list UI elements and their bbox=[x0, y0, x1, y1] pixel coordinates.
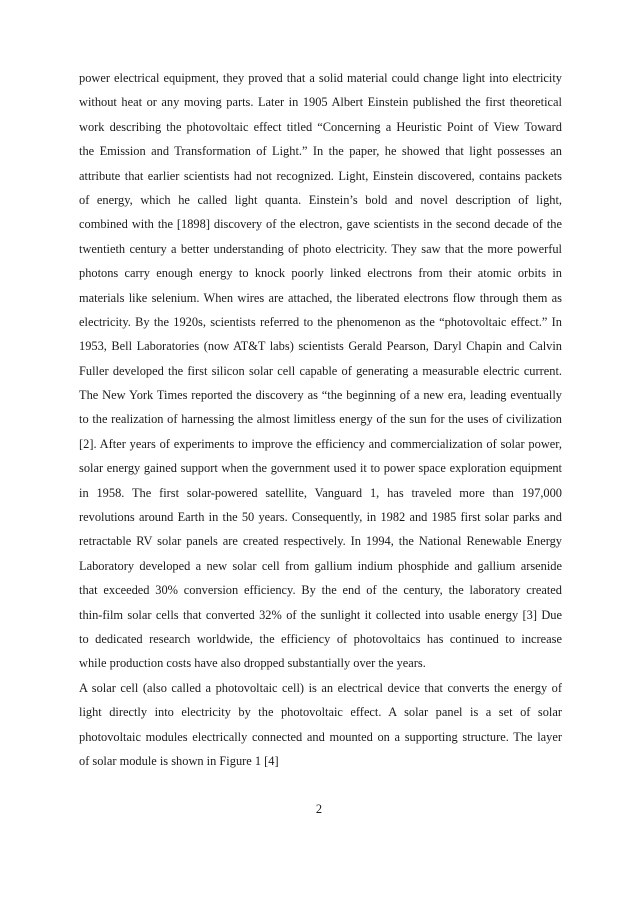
text-line: Laboratory developed a new solar cell from gallium indium phosphide and gallium arsenide bbox=[79, 558, 562, 573]
text-line: thin-film solar cells that converted 32% of the sunlight it collected into usable energy [3] Due bbox=[79, 607, 562, 622]
page-number: 2 bbox=[315, 802, 323, 816]
text-line: twentieth century a better understanding of photo electricity. They saw that the more powerful bbox=[79, 241, 562, 256]
text-line: while production costs have also dropped substantially over the years. bbox=[79, 656, 426, 671]
text-line: in 1958. The first solar-powered satellite, Vanguard 1, has traveled more than 197,000 bbox=[79, 485, 562, 500]
text-line: combined with the [1898] discovery of the electron, gave scientists in the second decade of the bbox=[79, 217, 562, 232]
text-line: Fuller developed the first silicon solar cell capable of generating a measurable electric current. bbox=[79, 363, 562, 378]
text-line: work describing the photovoltaic effect titled “Concerning a Heuristic Point of View Toward bbox=[79, 119, 562, 134]
text-line: without heat or any moving parts. Later in 1905 Albert Einstein published the first theoretical bbox=[79, 95, 562, 110]
body-text bbox=[79, 66, 562, 773]
text-line: electricity. By the 1920s, scientists referred to the phenomenon as the “photovoltaic effect.” In bbox=[79, 314, 562, 329]
text-line: The New York Times reported the discovery as “the beginning of a new era, leading eventually bbox=[79, 388, 562, 403]
text-line: light directly into electricity by the photovoltaic effect. A solar panel is a set of solar bbox=[79, 705, 562, 720]
text-line: of energy, which he called light quanta. Einstein’s bold and novel description of light, bbox=[79, 192, 562, 207]
text-line: to the realization of harnessing the almost limitless energy of the sun for the uses of civilization bbox=[79, 412, 562, 427]
text-line: of solar module is shown in Figure 1 [4] bbox=[79, 753, 279, 768]
text-line: power electrical equipment, they proved that a solid material could change light into electricity bbox=[79, 71, 562, 85]
text-line: attribute that earlier scientists had not recognized. Light, Einstein discovered, contains packets bbox=[79, 168, 562, 183]
text-line: photons carry enough energy to knock poorly linked electrons from their atomic orbits in bbox=[79, 266, 562, 281]
text-line: materials like selenium. When wires are attached, the liberated electrons flow through them as bbox=[79, 290, 562, 305]
text-line: A solar cell (also called a photovoltaic cell) is an electrical device that converts the energy of bbox=[79, 680, 562, 695]
text-line: [2]. After years of experiments to improve the efficiency and commercialization of solar power, bbox=[79, 436, 562, 451]
text-line: solar energy gained support when the government used it to power space exploration equipment bbox=[79, 461, 562, 476]
text-line: the Emission and Transformation of Light.” In the paper, he showed that light possesses an bbox=[79, 144, 562, 159]
text-line: to dedicated research worldwide, the efficiency of photovoltaics has continued to increase bbox=[79, 631, 562, 646]
text-line: 1953, Bell Laboratories (now AT&T labs) scientists Gerald Pearson, Daryl Chapin and Calvin bbox=[79, 339, 562, 354]
text-line: revolutions around Earth in the 50 years. Consequently, in 1982 and 1985 first solar parks and bbox=[79, 510, 562, 525]
text-line: retractable RV solar panels are created respectively. In 1994, the National Renewable Energy bbox=[79, 534, 562, 549]
text-line: that exceeded 30% conversion efficiency. By the end of the century, the laboratory created bbox=[79, 583, 562, 598]
text-line: photovoltaic modules electrically connected and mounted on a supporting structure. The layer bbox=[79, 729, 562, 744]
